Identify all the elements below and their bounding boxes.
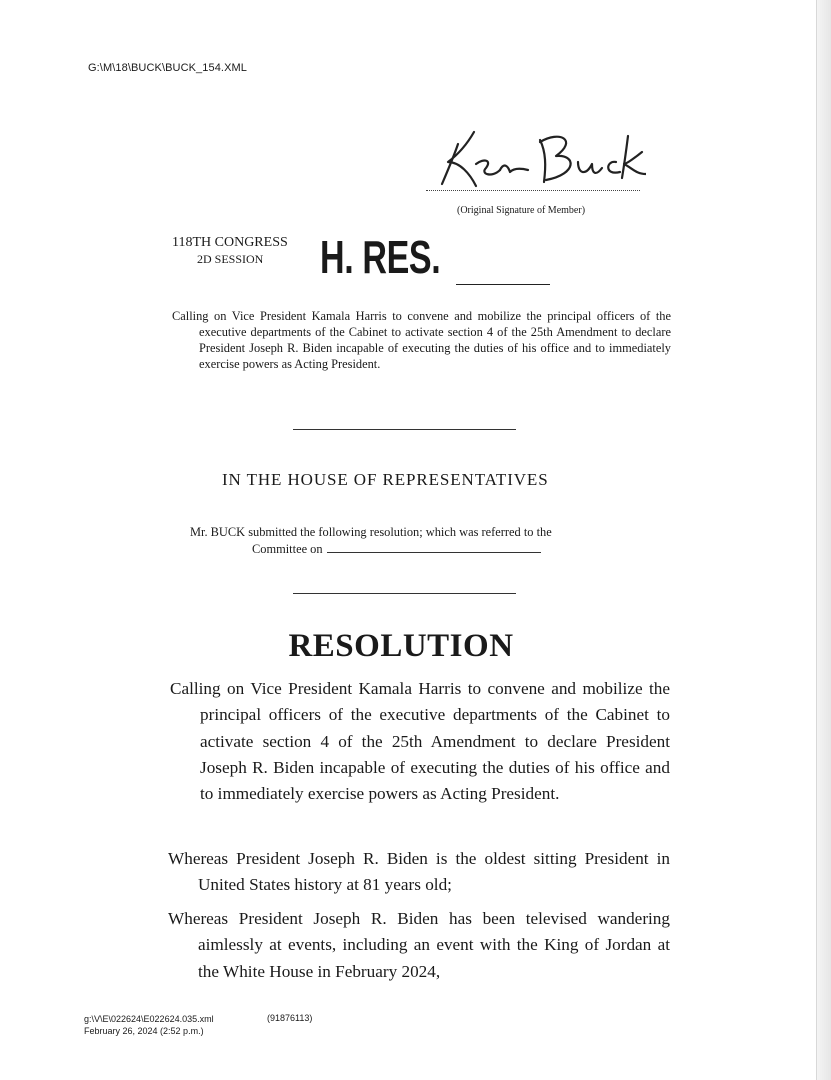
signature-caption: (Original Signature of Member) <box>457 205 586 216</box>
footer-file: g:\V\E\022624\E022624.035.xml <box>84 1014 214 1024</box>
chamber-heading: IN THE HOUSE OF REPRESENTATIVES <box>222 470 549 489</box>
footer-file-info <box>84 1013 214 1037</box>
whereas-clause: Whereas President Joseph R. Biden has been televised wandering aimlessly at events, including an event with the King of Jordan at the White House in February 2024, <box>168 909 670 981</box>
committee-label: Committee on <box>252 542 323 556</box>
member-signature <box>436 122 646 194</box>
submission-statement <box>190 524 552 558</box>
session-number: 2D SESSION <box>197 252 264 266</box>
submission-text: submitted the following resolution; which was referred to the <box>248 525 552 539</box>
document-type: H. RES. <box>320 231 441 283</box>
divider-rule <box>293 429 516 430</box>
footer-code: (91876113) <box>267 1013 313 1023</box>
signature-line <box>426 190 640 191</box>
whereas-clause: Whereas President Joseph R. Biden is the oldest sitting President in United States history at 81 years old; <box>168 849 670 895</box>
committee-blank <box>327 542 541 553</box>
resolution-title: RESOLUTION <box>288 628 514 664</box>
sponsor-name: Mr. BUCK <box>190 525 246 539</box>
file-path: G:\M\18\BUCK\BUCK_154.XML <box>88 62 248 74</box>
resolution-number-blank <box>456 284 550 285</box>
resolution-summary: Calling on Vice President Kamala Harris to convene and mobilize the principal officers of the executive departments of the Cabinet to activate section 4 of the 25th Amendment to declare President Joseph R. Biden incapable of executing the duties of his office and to immediately exercise powers as Acting President. <box>172 309 671 371</box>
divider-rule <box>293 593 516 594</box>
page-edge-shadow <box>816 0 831 1080</box>
congress-number: 118TH CONGRESS <box>172 235 288 250</box>
footer-date: February 26, 2024 (2:52 p.m.) <box>84 1026 204 1036</box>
calling-on-paragraph: Calling on Vice President Kamala Harris to convene and mobilize the principal officers of the executive departments of the Cabinet to activate section 4 of the 25th Amendment to declare President Joseph R. Biden incapable of executing the duties of his office and to immediately exercise powers as Acting President. <box>170 679 670 804</box>
